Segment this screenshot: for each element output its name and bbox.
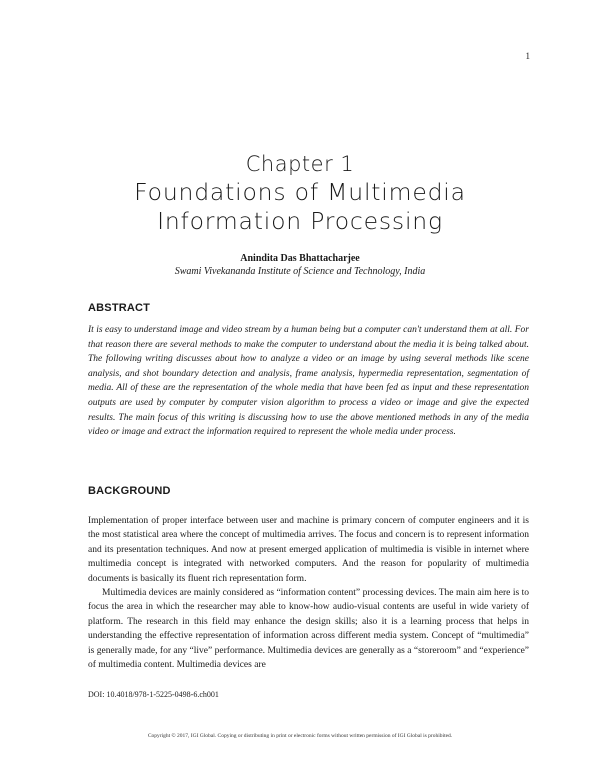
chapter-label: Chapter 1 [245, 152, 355, 176]
copyright-notice: Copyright © 2017, IGI Global. Copying or distributing in print or electronic forms without written permission of IGI Global is prohibited. [147, 733, 453, 739]
background-heading: BACKGROUND [88, 485, 171, 497]
chapter-title-line-2: Information Processing [157, 207, 443, 235]
background-paragraph-2: Multimedia devices are mainly considered as “information content” processing devices. The main aim here is to focus the area in which the researcher may able to know-how audio-visual contents are useful in wide variety of platform. The research in this field may enhance the design skills; also it is a learning process that helps in understanding the effective representation of information across different media system. Concept of “multimedia” is generally made, for any “live” performance. Multimedia devices are generally as a “storeroom” and “experience” of multimedia content. Multimedia devices are [88, 588, 529, 671]
doi: DOI: 10.4018/978-1-5225-0498-6.ch001 [88, 690, 219, 699]
chapter-title [0, 178, 600, 236]
author-name: Anindita Das Bhattacharjee [240, 253, 360, 264]
abstract-text: It is easy to understand image and video stream by a human being but a computer can't understand them at all. For that reason there are several methods to make the computer to understand about the media it is being talked about. The following writing discusses about how to analyze a video or an image by using several methods like scene analysis, and shot boundary detection and analysis, frame analysis, hypermedia representation, segmentation of media. All of these are the representation of the whole media that have been fed as input and these representation outputs are used by computer by computer vision algorithm to process a video or image and give the expected results. The main focus of this writing is discussing how to use the above mentioned methods in any of the media video or image and extract the information required to represent the whole media under process. [88, 325, 529, 438]
author-affiliation: Swami Vivekananda Institute of Science and Technology, India [174, 266, 426, 277]
background-paragraph-1: Implementation of proper interface between user and machine is primary concern of computer engineers and it is the most statistical area where the concept of multimedia arrives. The focus and concern is to represent information and its presentation techniques. And now at present emerged application of multimedia is visible in internet where multimedia concept is integrated with networked computers. And the reason for popularity of multimedia documents is basically its fluent rich representation form. [88, 516, 529, 584]
chapter-title-line-1: Foundations of Multimedia [134, 178, 466, 206]
abstract-heading: ABSTRACT [88, 302, 151, 314]
background-section [88, 514, 529, 672]
page-number: 1 [525, 51, 530, 61]
